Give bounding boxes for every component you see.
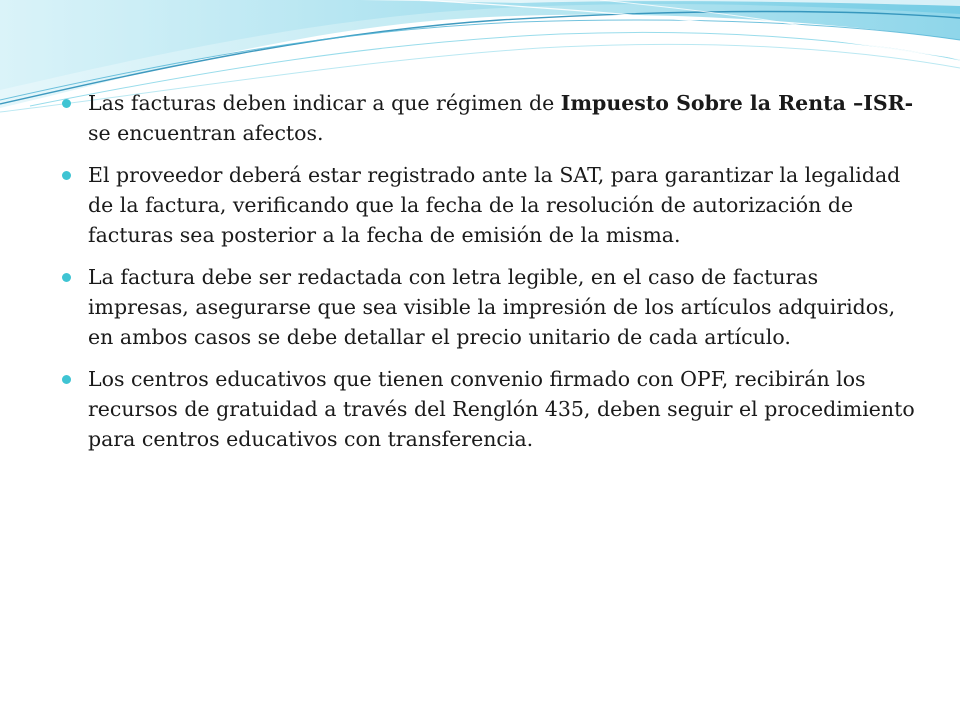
bullet-item-centros-educativos — [62, 364, 922, 454]
bullet-item-proveedor-sat — [62, 160, 922, 250]
bullet-text: Los centros educativos que tienen convenio firmado con OPF, recibirán los recursos de gratuidad a través del Renglón 435, deben seguir el procedimiento para centros educativos con transferencia. — [88, 367, 915, 451]
bullet-item-regimen-isr — [62, 88, 922, 148]
bullet-list — [62, 88, 922, 466]
bullet-text-part: se encuentran afectos. — [88, 121, 324, 145]
bullet-text: El proveedor deberá estar registrado ante la SAT, para garantizar la legalidad de la factura, verificando que la fecha de la resolución de autorización de facturas sea posterior a la fecha de emisión de la misma. — [88, 163, 901, 247]
bullet-dot-icon — [62, 99, 71, 108]
bullet-dot-icon — [62, 273, 71, 282]
bullet-dot-icon — [62, 171, 71, 180]
bullet-text: La factura debe ser redactada con letra legible, en el caso de facturas impresas, asegurarse que sea visible la impresión de los artículos adquiridos, en ambos casos se debe detallar el precio unitario de cada artículo. — [88, 265, 896, 349]
bullet-text-bold: Impuesto Sobre la Renta –ISR- — [560, 91, 914, 115]
bullet-text-part: Las facturas deben indicar a que régimen de — [88, 91, 561, 115]
bullet-dot-icon — [62, 375, 71, 384]
bullet-item-letra-legible — [62, 262, 922, 352]
